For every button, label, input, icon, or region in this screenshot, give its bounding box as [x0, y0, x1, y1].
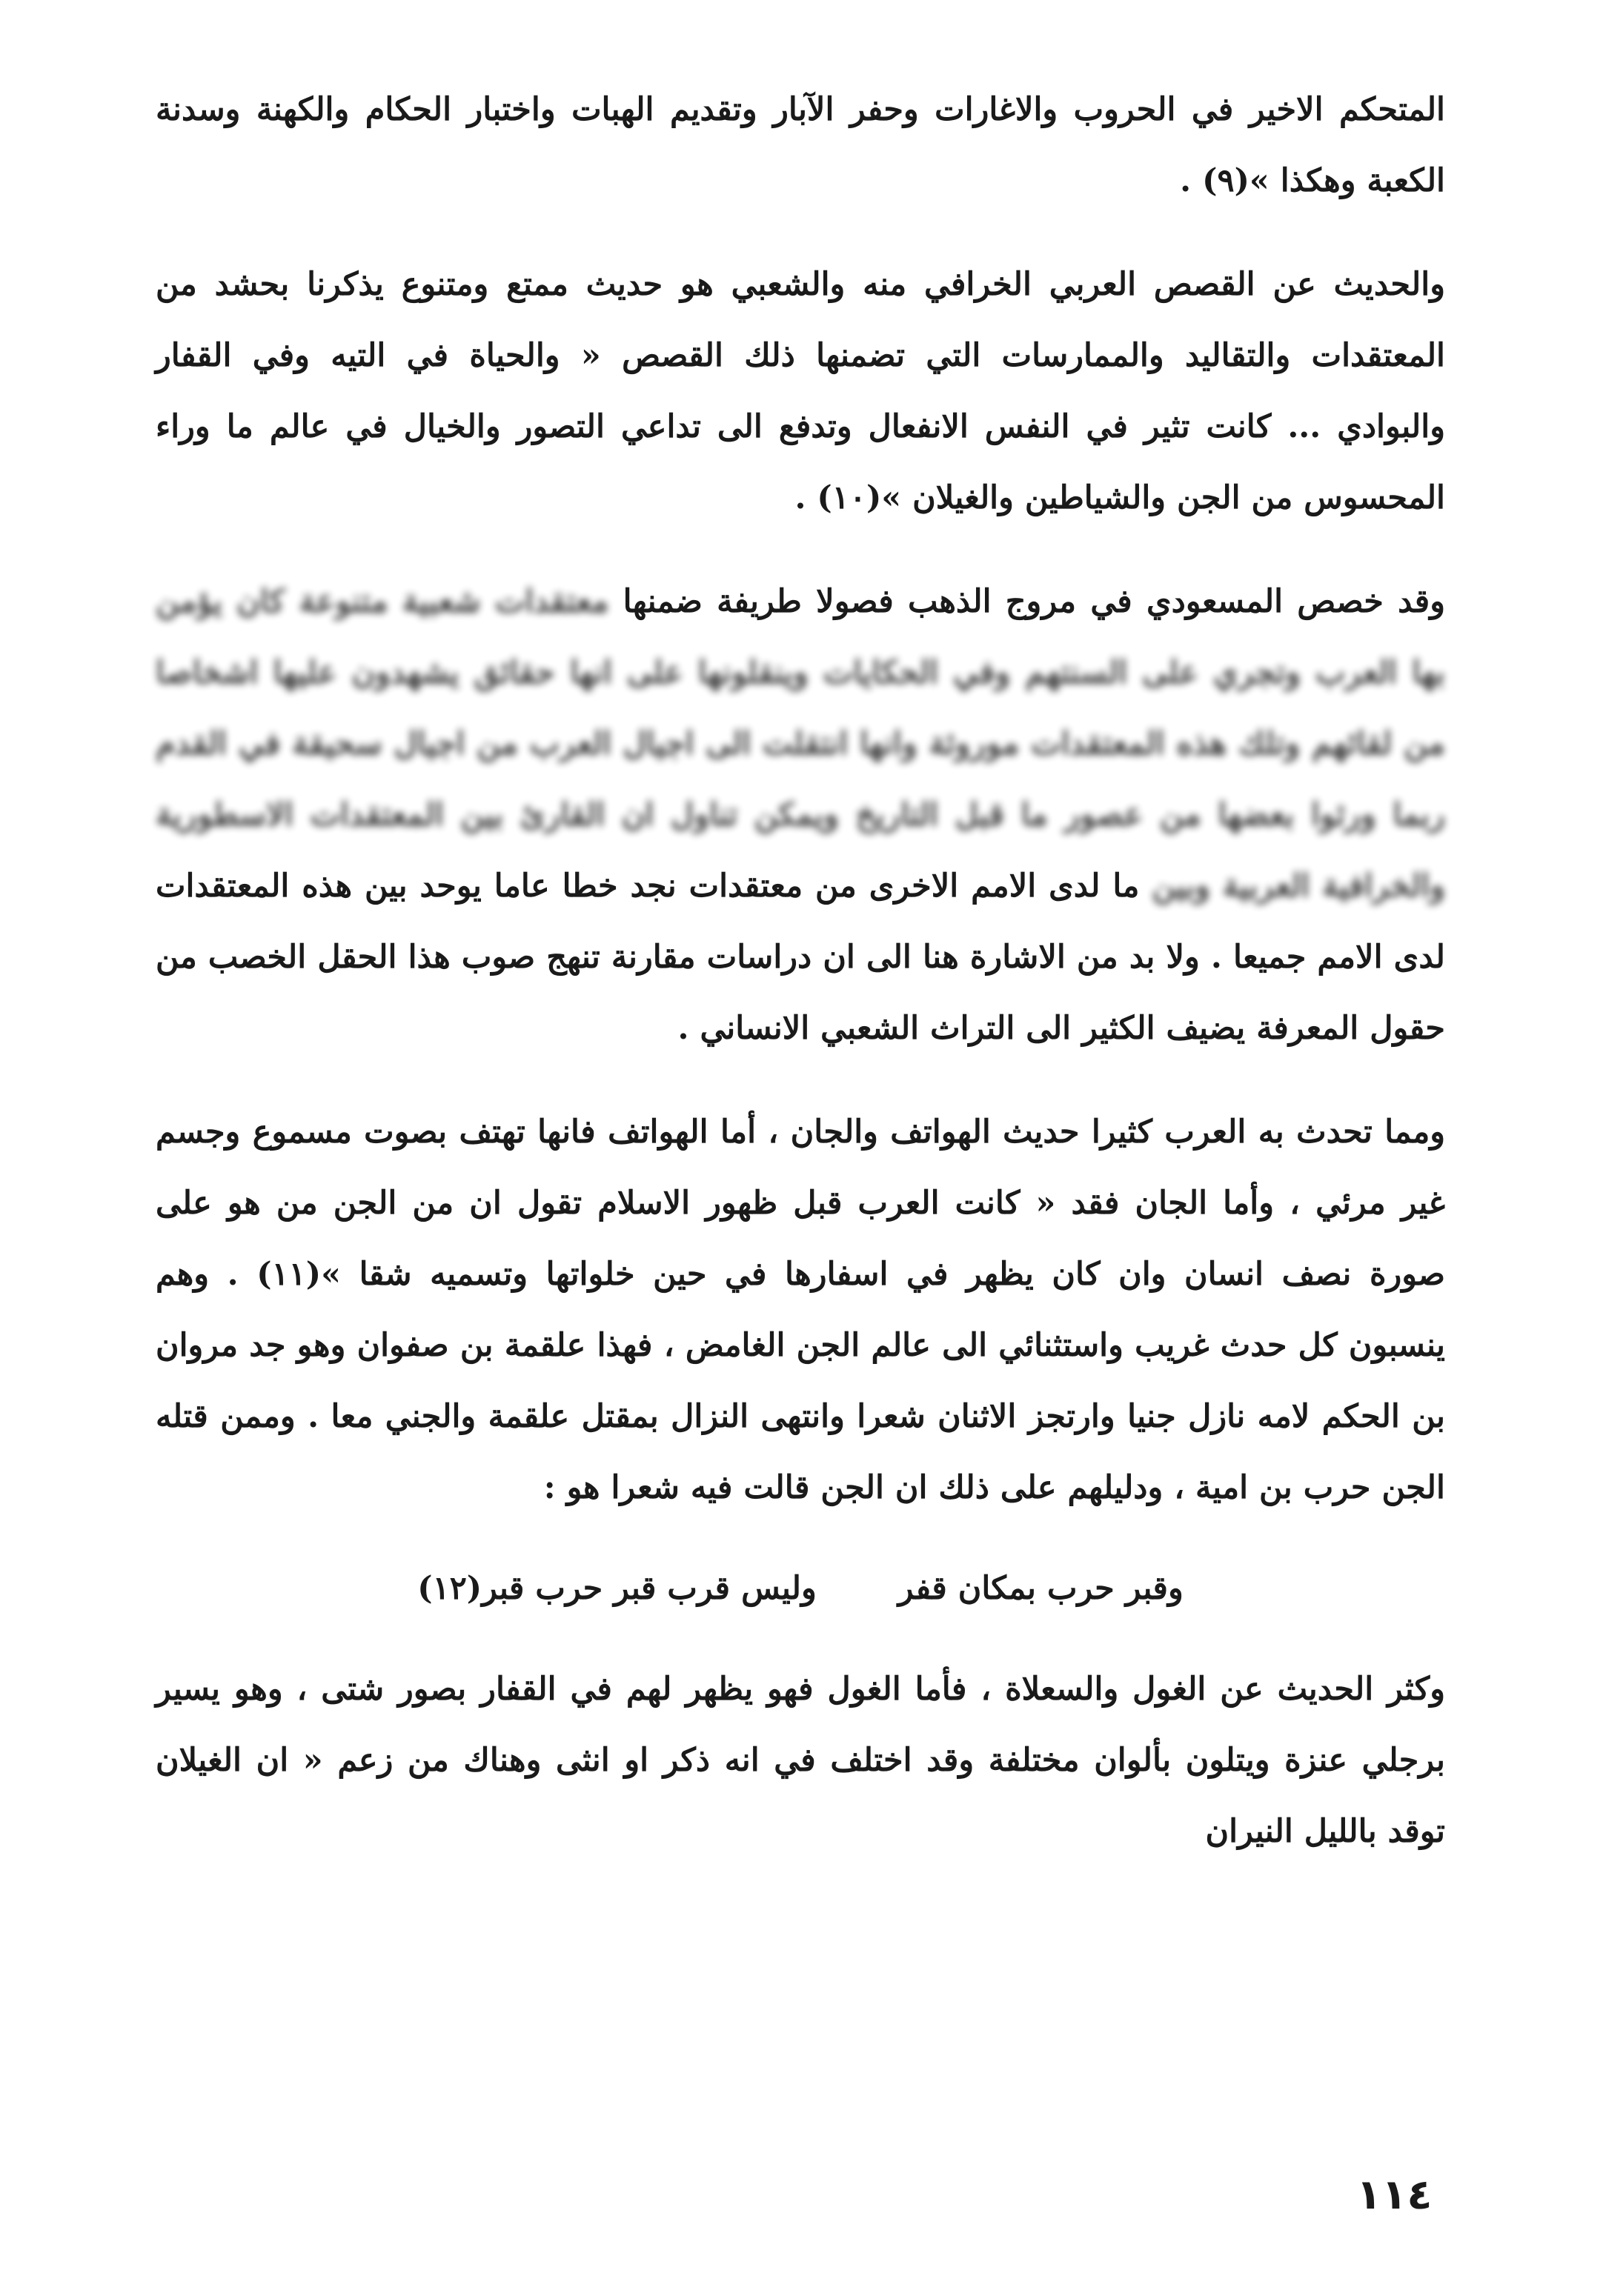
paragraph-2: والحديث عن القصص العربي الخرافي منه والشعبي هو حديث ممتع ومتنوع يذكرنا بحشد من المعتقدات والتقاليد والممارسات التي تضمنها ذلك القصص « والحياة في التيه وفي القفار والبوادي ... كانت تثير في النفس الانفعال وتدفع الى تداعي التصور والخيال في عالم ما وراء المحسوس من الجن والشياطين والغيلان »(١٠) . — [156, 266, 1445, 516]
book-page — [156, 74, 1445, 2245]
paragraph-3: ومما تحدث به العرب كثيرا حديث الهواتف والجان ، أما الهواتف فانها تهتف بصوت مسموع وجسم غير مرئي ، وأما الجان فقد « كانت العرب قبل ظهور الاسلام تقول ان من الجن من هو على صورة نصف انسان وان كان يظهر في اسفارها في حين خلواتها وتسميه شقا »(١١) . وهم ينسبون كل حدث غريب واستثنائي الى عالم الجن الغامض ، فهذا علقمة بن صفوان وهو جد مروان بن الحكم لامه نازل جنيا وارتجز الاثنان شعرا وانتهى النزال بمقتل علقمة والجني معا . وممن قتله الجن حرب بن امية ، ودليلهم على ذلك ان الجن قالت فيه شعرا هو : — [156, 1114, 1445, 1506]
verse-second-hemistich: وليس قرب قبر حرب قبر(١٢) — [417, 1570, 817, 1607]
blurred-paragraph-text: معتقدات شعبية متنوعة كان يؤمن بها العرب وتجري على السنتهم وفي الحكايات وينقلونها على انها حقائق يشهدون عليها اشخاصا من لقائهم وتلك هذه المعتقدات موروثة وانها انتقلت الى اجيال العرب من اجيال سحيقة في القدم ربما ورثوا بعضها من عصور ما قبل التاريخ ويمكن تناول ان القارئ بين المعتقدات الاسطورية والخرافية العربية وبين — [156, 583, 1445, 905]
poetry-verse — [156, 1553, 1445, 1624]
paragraph-4: وكثر الحديث عن الغول والسعلاة ، فأما الغول فهو يظهر لهم في القفار بصور شتى ، وهو يسير برجلي عنزة ويتلون بألوان مختلفة وقد اختلف في انه ذكر او انثى وهناك من زعم « ان الغيلان توقد بالليل النيران — [156, 1671, 1445, 1850]
blurred-paragraph-closing: ما لدى الامم الاخرى من معتقدات نجد خطا عاما يوحد بين هذه المعتقدات لدى الامم جميعا . ولا بد من الاشارة هنا الى ان دراسات مقارنة تنهج صوب هذا الحقل الخصب من حقول المعرفة يضيف الكثير الى التراث الشعبي الانساني . — [156, 868, 1445, 1047]
paragraph-blurred-section — [156, 566, 1445, 1064]
blurred-paragraph-opening: وقد خصص المسعودي في مروج الذهب فصولا طريفة ضمنها — [623, 583, 1446, 620]
verse-first-hemistich: وقبر حرب بمكان قفر — [897, 1570, 1184, 1607]
paragraph-1: المتحكم الاخير في الحروب والاغارات وحفر الآبار وتقديم الهبات واختبار الحكام والكهنة وسدنة الكعبة وهكذا »(٩) . — [156, 91, 1445, 199]
page-number: ١١٤ — [1356, 2171, 1433, 2219]
